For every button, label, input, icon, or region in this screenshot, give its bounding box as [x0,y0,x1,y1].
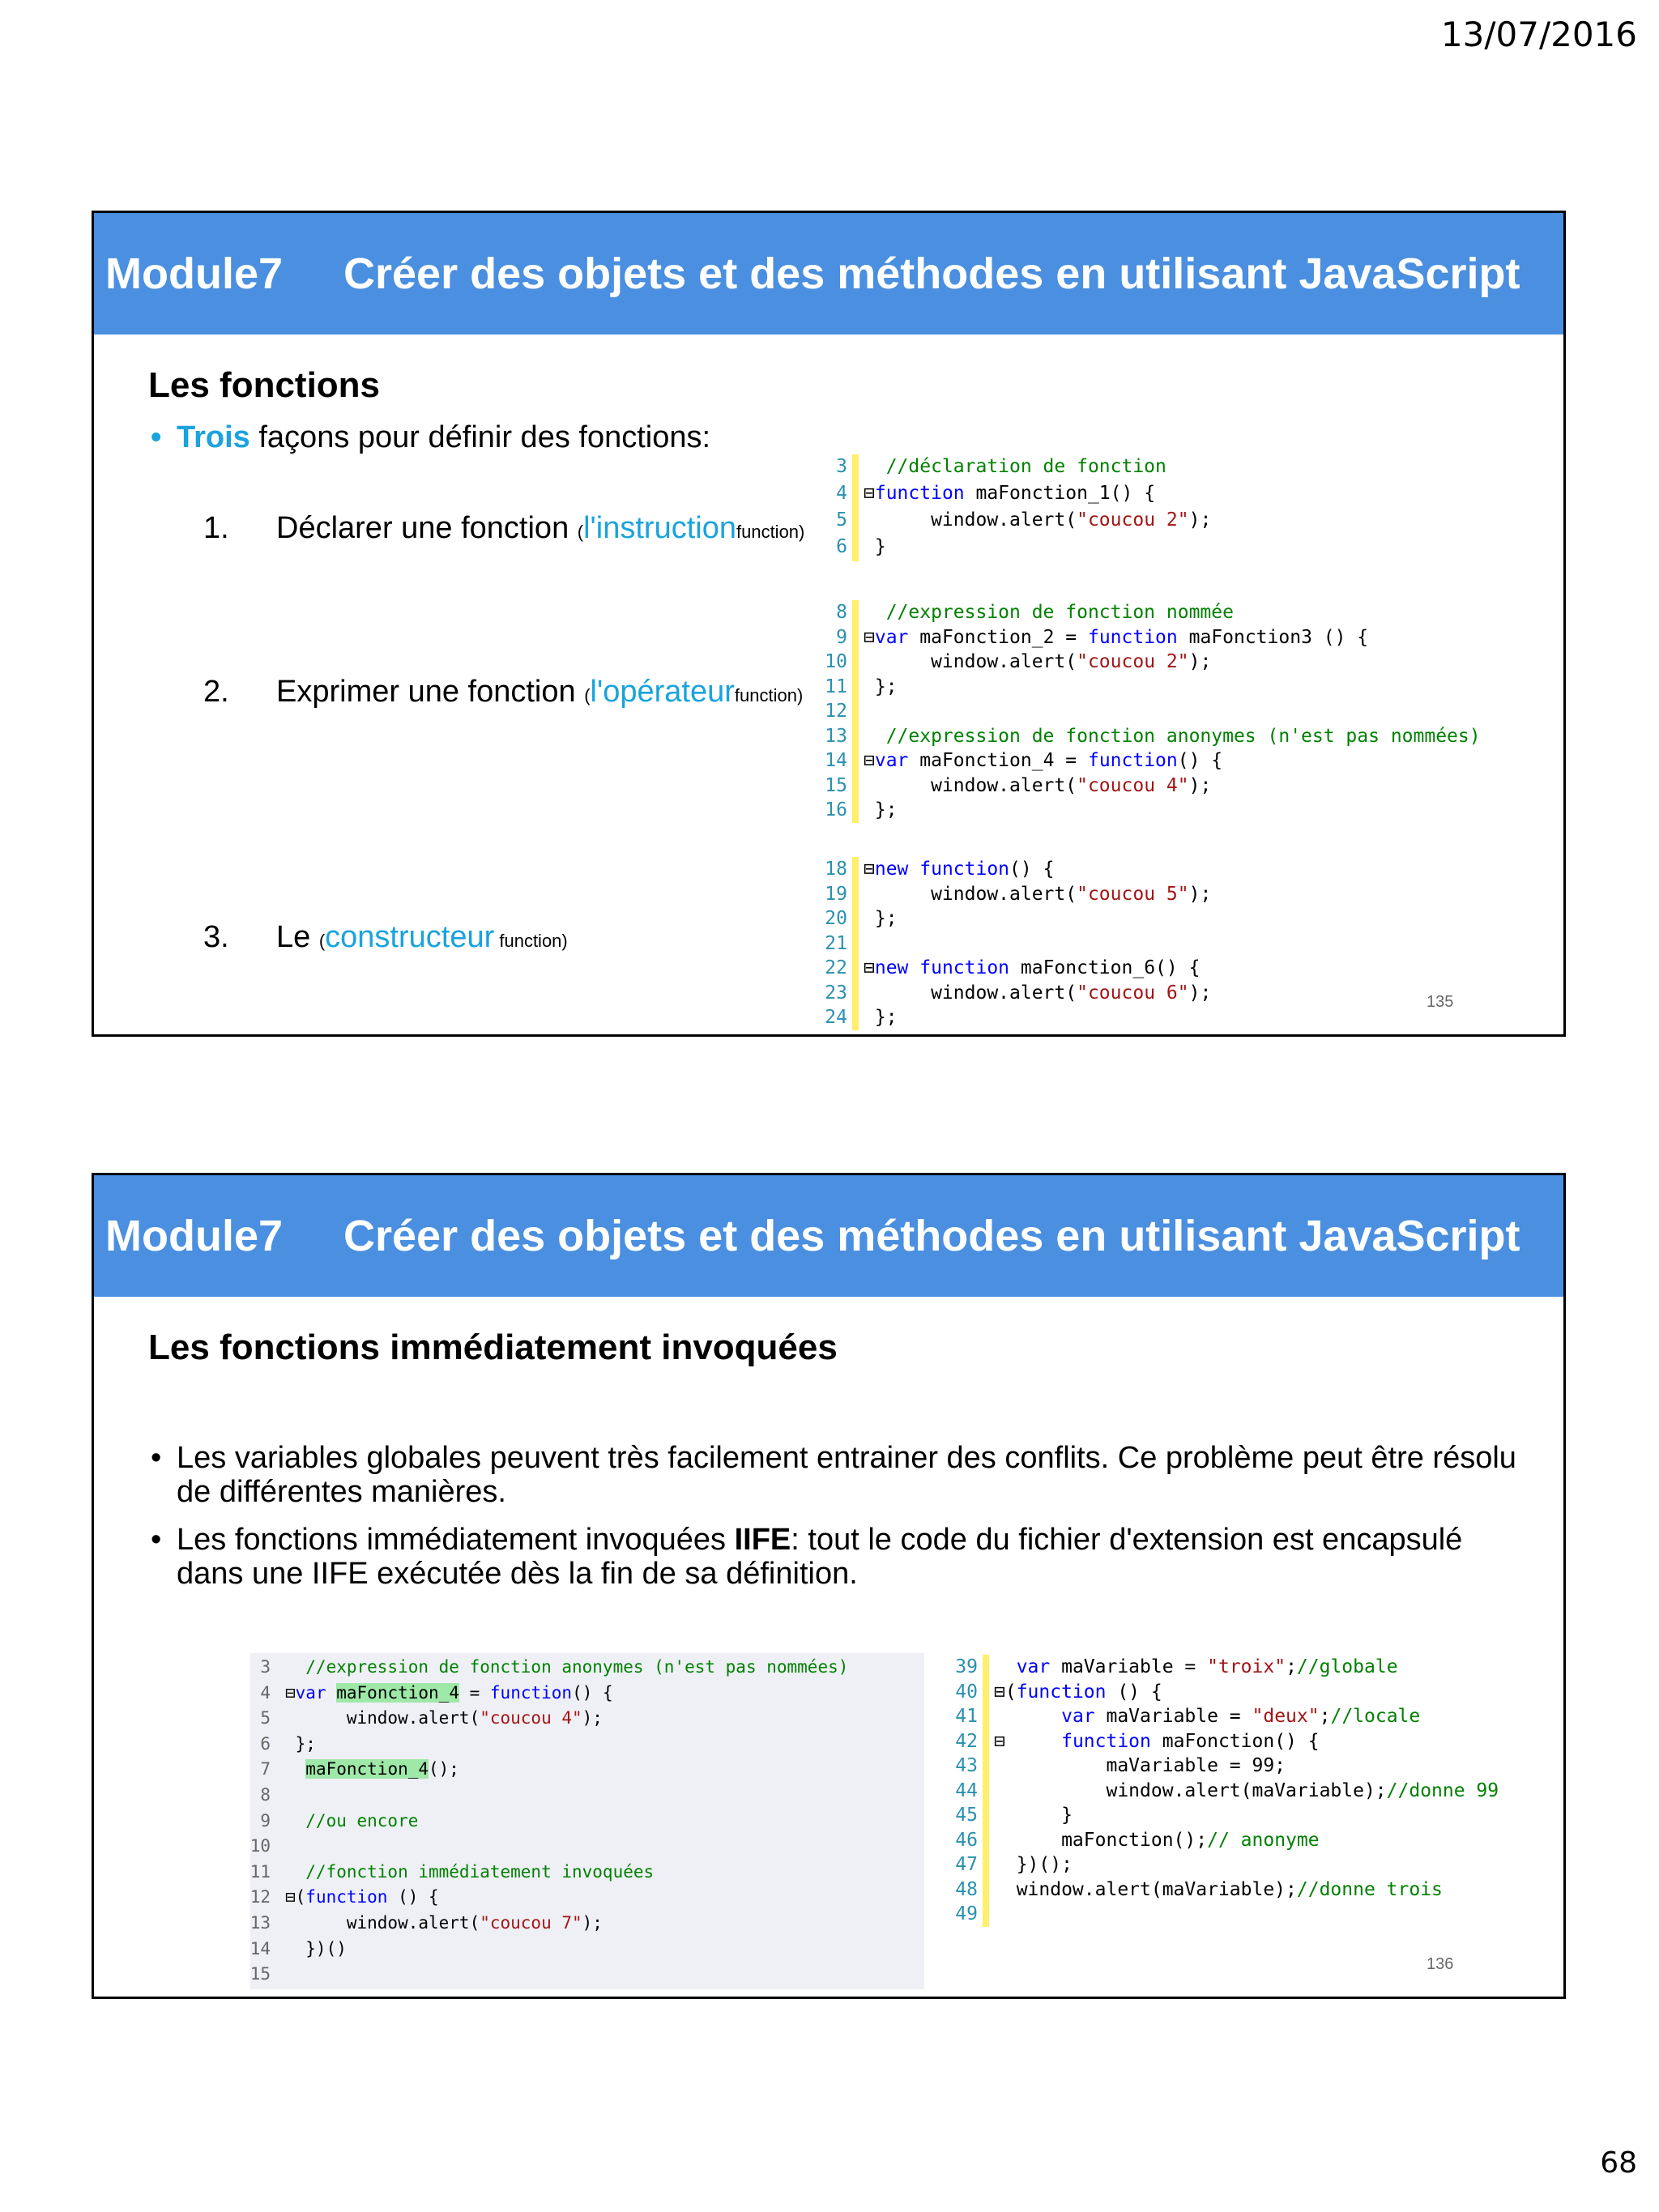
code-line: var maVariable = "deux";//locale [1061,1706,1421,1727]
line-number: 13 [249,1913,271,1933]
change-marker [852,699,859,724]
line-number: 48 [955,1878,978,1900]
code-line: window.alert("coucou 2"); [864,509,1212,531]
code-line: window.alert("coucou 7"); [285,1913,603,1933]
code-line: } [864,536,886,557]
line-number: 3 [836,456,847,477]
line-number: 22 [825,957,847,978]
code-line: }; [864,799,898,820]
code-line: window.alert("coucou 4"); [285,1708,603,1728]
line-number: 47 [955,1854,978,1875]
line-number: 40 [955,1681,978,1703]
line-number: 4 [260,1682,271,1703]
change-marker [852,650,859,675]
code-line: window.alert("coucou 6"); [864,982,1212,1004]
change-marker [852,600,859,625]
section-heading: Les fonctions immédiatement invoquées [148,1328,838,1367]
line-number: 12 [825,701,847,722]
list-text: Exprimer une fonction (l'opérateurfunction) [276,675,804,709]
code-line: ⊟new function() { [864,859,1055,880]
code-snippet-scope [955,1655,1555,1946]
line-number: 43 [955,1755,978,1776]
change-marker [852,956,859,981]
line-number: 6 [836,536,847,557]
change-marker [983,1704,989,1729]
code-line: }; [285,1733,316,1754]
code-line: })() [285,1938,347,1958]
change-marker [852,748,859,774]
line-number: 11 [249,1861,271,1882]
code-line: }; [864,1007,898,1028]
line-number: 4 [836,483,847,504]
slide-header [94,1175,1563,1297]
bullet-item [151,420,880,458]
line-number: 39 [955,1656,978,1677]
bullet-item [151,1441,1528,1514]
line-number: 3 [260,1657,271,1677]
bullet-dot: • [151,420,162,454]
code-line: //déclaration de fonction [864,456,1166,477]
page-number: 68 [1600,2146,1637,2180]
line-number: 46 [955,1829,978,1851]
line-number: 13 [825,725,847,747]
change-marker [983,1779,989,1804]
bullet-dot: • [151,1523,162,1557]
change-marker [983,1828,989,1853]
line-number: 6 [260,1733,271,1754]
code-line: //expression de fonction nommée [864,602,1234,623]
line-number: 8 [260,1785,271,1805]
line-number: 14 [249,1938,271,1958]
change-marker [983,1877,989,1903]
line-number: 9 [260,1810,271,1831]
line-number: 23 [825,982,847,1004]
code-line: ⊟var maFonction_4 = function() { [864,750,1223,771]
list-number: 3. [203,920,229,954]
code-line: window.alert("coucou 5"); [864,883,1212,905]
change-marker [852,625,859,650]
code-line: maFonction_4(); [305,1759,459,1779]
change-marker [983,1680,989,1705]
line-number: 24 [825,1007,847,1028]
code-line: window.alert("coucou 4"); [864,774,1212,796]
change-marker [852,508,859,535]
line-number: 19 [825,883,847,905]
code-line: //ou encore [285,1810,419,1831]
line-number: 44 [955,1779,978,1801]
code-snippet-expression [825,600,1537,827]
change-marker [983,1852,989,1877]
code-line: }; [864,908,898,929]
list-text: Le (constructeur function) [276,920,568,954]
code-line: ⊟new function maFonction_6() { [864,957,1201,978]
change-marker [852,1005,859,1030]
bullet-item [151,1523,1528,1596]
line-number: 41 [955,1706,978,1727]
line-number: 16 [825,799,847,820]
change-marker [983,1754,989,1779]
code-line: window.alert(maVariable);//donne 99 [994,1779,1499,1801]
code-line: ⊟function maFonction_1() { [864,483,1156,504]
code-line: //expression de fonction anonymes (n'est pas nommées) [864,725,1481,747]
line-number: 42 [955,1730,978,1752]
change-marker [852,675,859,700]
line-number: 8 [836,602,847,623]
module-label: Module7 [105,249,284,298]
change-marker [852,906,859,931]
code-line: window.alert("coucou 2"); [864,651,1212,672]
code-line: ⊟var maFonction_4 = function() { [285,1682,613,1703]
code-line: ⊟var maFonction_2 = function maFonction3 () { [864,626,1369,648]
line-number: 5 [260,1708,271,1728]
code-line: window.alert(maVariable);//donne trois [994,1878,1443,1900]
code-line: ⊟(function () { [285,1887,439,1907]
line-number: 45 [955,1805,978,1826]
code-line: var maVariable = "troix";//globale [1016,1656,1398,1677]
code-line: } [994,1805,1073,1826]
code-line: //fonction immédiatement invoquées [285,1861,655,1882]
line-number: 10 [825,651,847,672]
code-line: maFonction();// anonyme [994,1829,1320,1851]
code-line: })(); [994,1854,1073,1875]
bullet-text: Les variables globales peuvent très facilement entrainer des conflits. Ce problème peut être résolu de différentes manières. [177,1441,1516,1509]
line-number: 9 [836,626,847,648]
page-date: 13/07/2016 [1440,15,1637,54]
section-heading: Les fonctions [148,365,381,405]
change-marker [852,798,859,823]
code-line: }; [864,676,898,697]
line-number: 49 [955,1903,978,1924]
change-marker [852,774,859,799]
module-label: Module7 [105,1212,284,1260]
line-number: 10 [249,1836,271,1856]
change-marker [852,931,859,957]
change-marker [852,454,859,481]
change-marker [852,481,859,508]
code-line: ⊟(function () { [994,1681,1162,1703]
bullet-text: Trois façons pour définir des fonctions: [177,420,711,454]
change-marker [983,1729,989,1754]
line-number: 14 [825,750,847,771]
change-marker [852,535,859,561]
change-marker [852,981,859,1006]
slide-136 [92,1173,1566,1999]
line-number: 21 [825,932,847,954]
line-number: 15 [249,1964,271,1984]
change-marker [852,724,859,749]
list-number: 2. [203,675,229,709]
code-line: //expression de fonction anonymes (n'est pas nommées) [285,1657,849,1677]
slide-header [94,213,1563,335]
change-marker [983,1803,989,1828]
line-number: 18 [825,859,847,880]
list-number: 1. [203,511,229,545]
code-snippet-iife [248,1655,928,1991]
change-marker [852,857,859,882]
change-marker [852,882,859,907]
change-marker [983,1902,989,1927]
bullet-text: Les fonctions immédiatement invoquées IIFE: tout le code du fichier d'extension est encapsulé dans une IIFE exécutée dès la fin de sa définition. [177,1523,1463,1591]
line-number: 5 [836,509,847,531]
code-snippet-declaration [825,454,1537,556]
slide-title: Créer des objets et des méthodes en utilisant JavaScript [343,249,1520,298]
slide-number: 136 [1427,1955,1454,1973]
line-number: 7 [260,1759,271,1779]
bullet-dot: • [151,1441,162,1475]
line-number: 20 [825,908,847,929]
line-number: 11 [825,676,847,697]
slide-number: 135 [1427,993,1454,1011]
line-number: 15 [825,774,847,796]
slide-135 [92,211,1566,1037]
list-text: Déclarer une fonction (l'instructionfunction) [276,511,805,545]
change-marker [983,1655,989,1680]
code-line: ⊟ function maFonction() { [994,1730,1320,1752]
slide-title: Créer des objets et des méthodes en utilisant JavaScript [343,1212,1520,1260]
line-number: 12 [249,1887,271,1907]
code-line: maVariable = 99; [994,1755,1286,1776]
